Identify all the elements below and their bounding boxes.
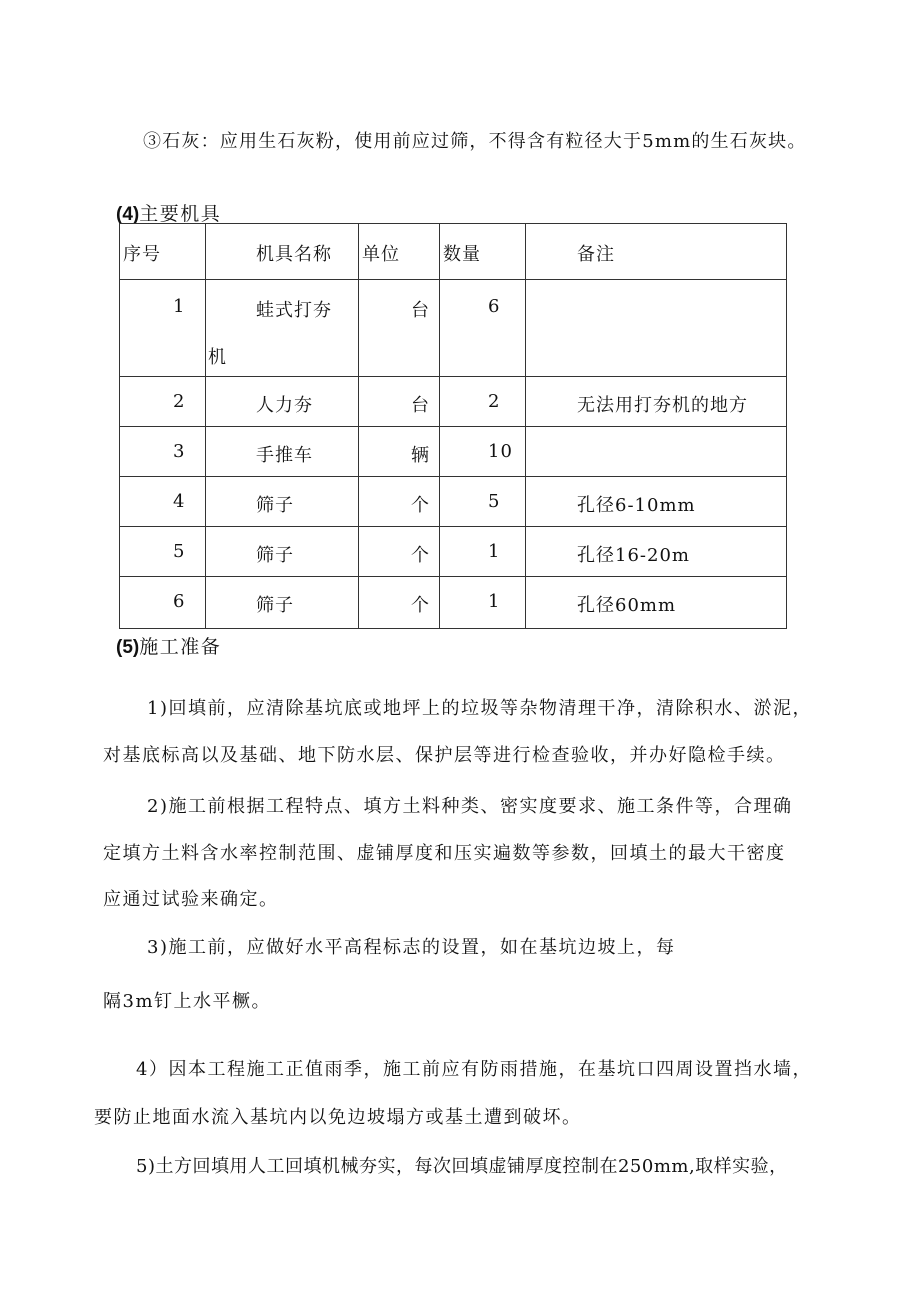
- table-row: 4 筛子 个 5 孔径6-10mm: [120, 477, 787, 527]
- paragraph-line: 定填方土料含水率控制范围、虚铺厚度和压实遍数等参数，回填土的最大干密度: [103, 843, 786, 864]
- section-number: (4): [116, 204, 140, 225]
- paragraph-line: 4）因本工程施工正值雨季，施工前应有防雨措施，在基坑口四周设置挡水墙，: [136, 1059, 812, 1080]
- paragraph-line: 对基底标高以及基础、地下防水层、保护层等进行检查验收，并办好隐检手续。: [103, 745, 786, 766]
- section-title: 施工准备: [139, 636, 222, 658]
- paragraph-line: 3)施工前，应做好水平高程标志的设置，如在基坑边坡上，每: [147, 937, 676, 958]
- header-cell-unit: 单位: [359, 224, 440, 280]
- table-row: 6 筛子 个 1 孔径60mm: [120, 577, 787, 629]
- paragraph-line: 隔3m钉上水平橛。: [103, 991, 272, 1012]
- section-heading-main-tools: [116, 199, 221, 226]
- table-row: 5 筛子 个 1 孔径16-20m: [120, 527, 787, 577]
- table-header-row: [120, 224, 787, 280]
- header-cell-no: 序号: [120, 224, 206, 280]
- section-title: 主要机具: [139, 203, 222, 225]
- table-row: 3 手推车 辆 10: [120, 427, 787, 477]
- table-row: 2 人力夯 台 2 无法用打夯机的地方: [120, 377, 787, 427]
- main-tools-table: [119, 223, 787, 629]
- paragraph-line: 要防止地面水流入基坑内以免边坡塌方或基土遭到破坏。: [94, 1107, 582, 1128]
- paragraph-line: 应通过试验来确定。: [103, 889, 279, 910]
- section-heading-preparation: [116, 632, 221, 659]
- header-cell-qty: 数量: [440, 224, 526, 280]
- header-cell-name: 机具名称: [206, 224, 359, 280]
- section-number: (5): [116, 637, 140, 658]
- lime-material-note: ③石灰：应用生石灰粉，使用前应过筛，不得含有粒径大于5mm的生石灰块。: [143, 131, 807, 152]
- paragraph-line: 5)土方回填用人工回填机械夯实，每次回填虚铺厚度控制在250mm,取样实验，: [136, 1156, 788, 1177]
- table-row: 1 蛙式打夯 机 台 6: [120, 280, 787, 377]
- paragraph-line: 2)施工前根据工程特点、填方土料种类、密实度要求、施工条件等，合理确: [147, 796, 793, 817]
- paragraph-line: 1)回填前，应清除基坑底或地坪上的垃圾等杂物清理干净，清除积水、淤泥，: [147, 698, 812, 719]
- header-cell-note: 备注: [526, 224, 787, 280]
